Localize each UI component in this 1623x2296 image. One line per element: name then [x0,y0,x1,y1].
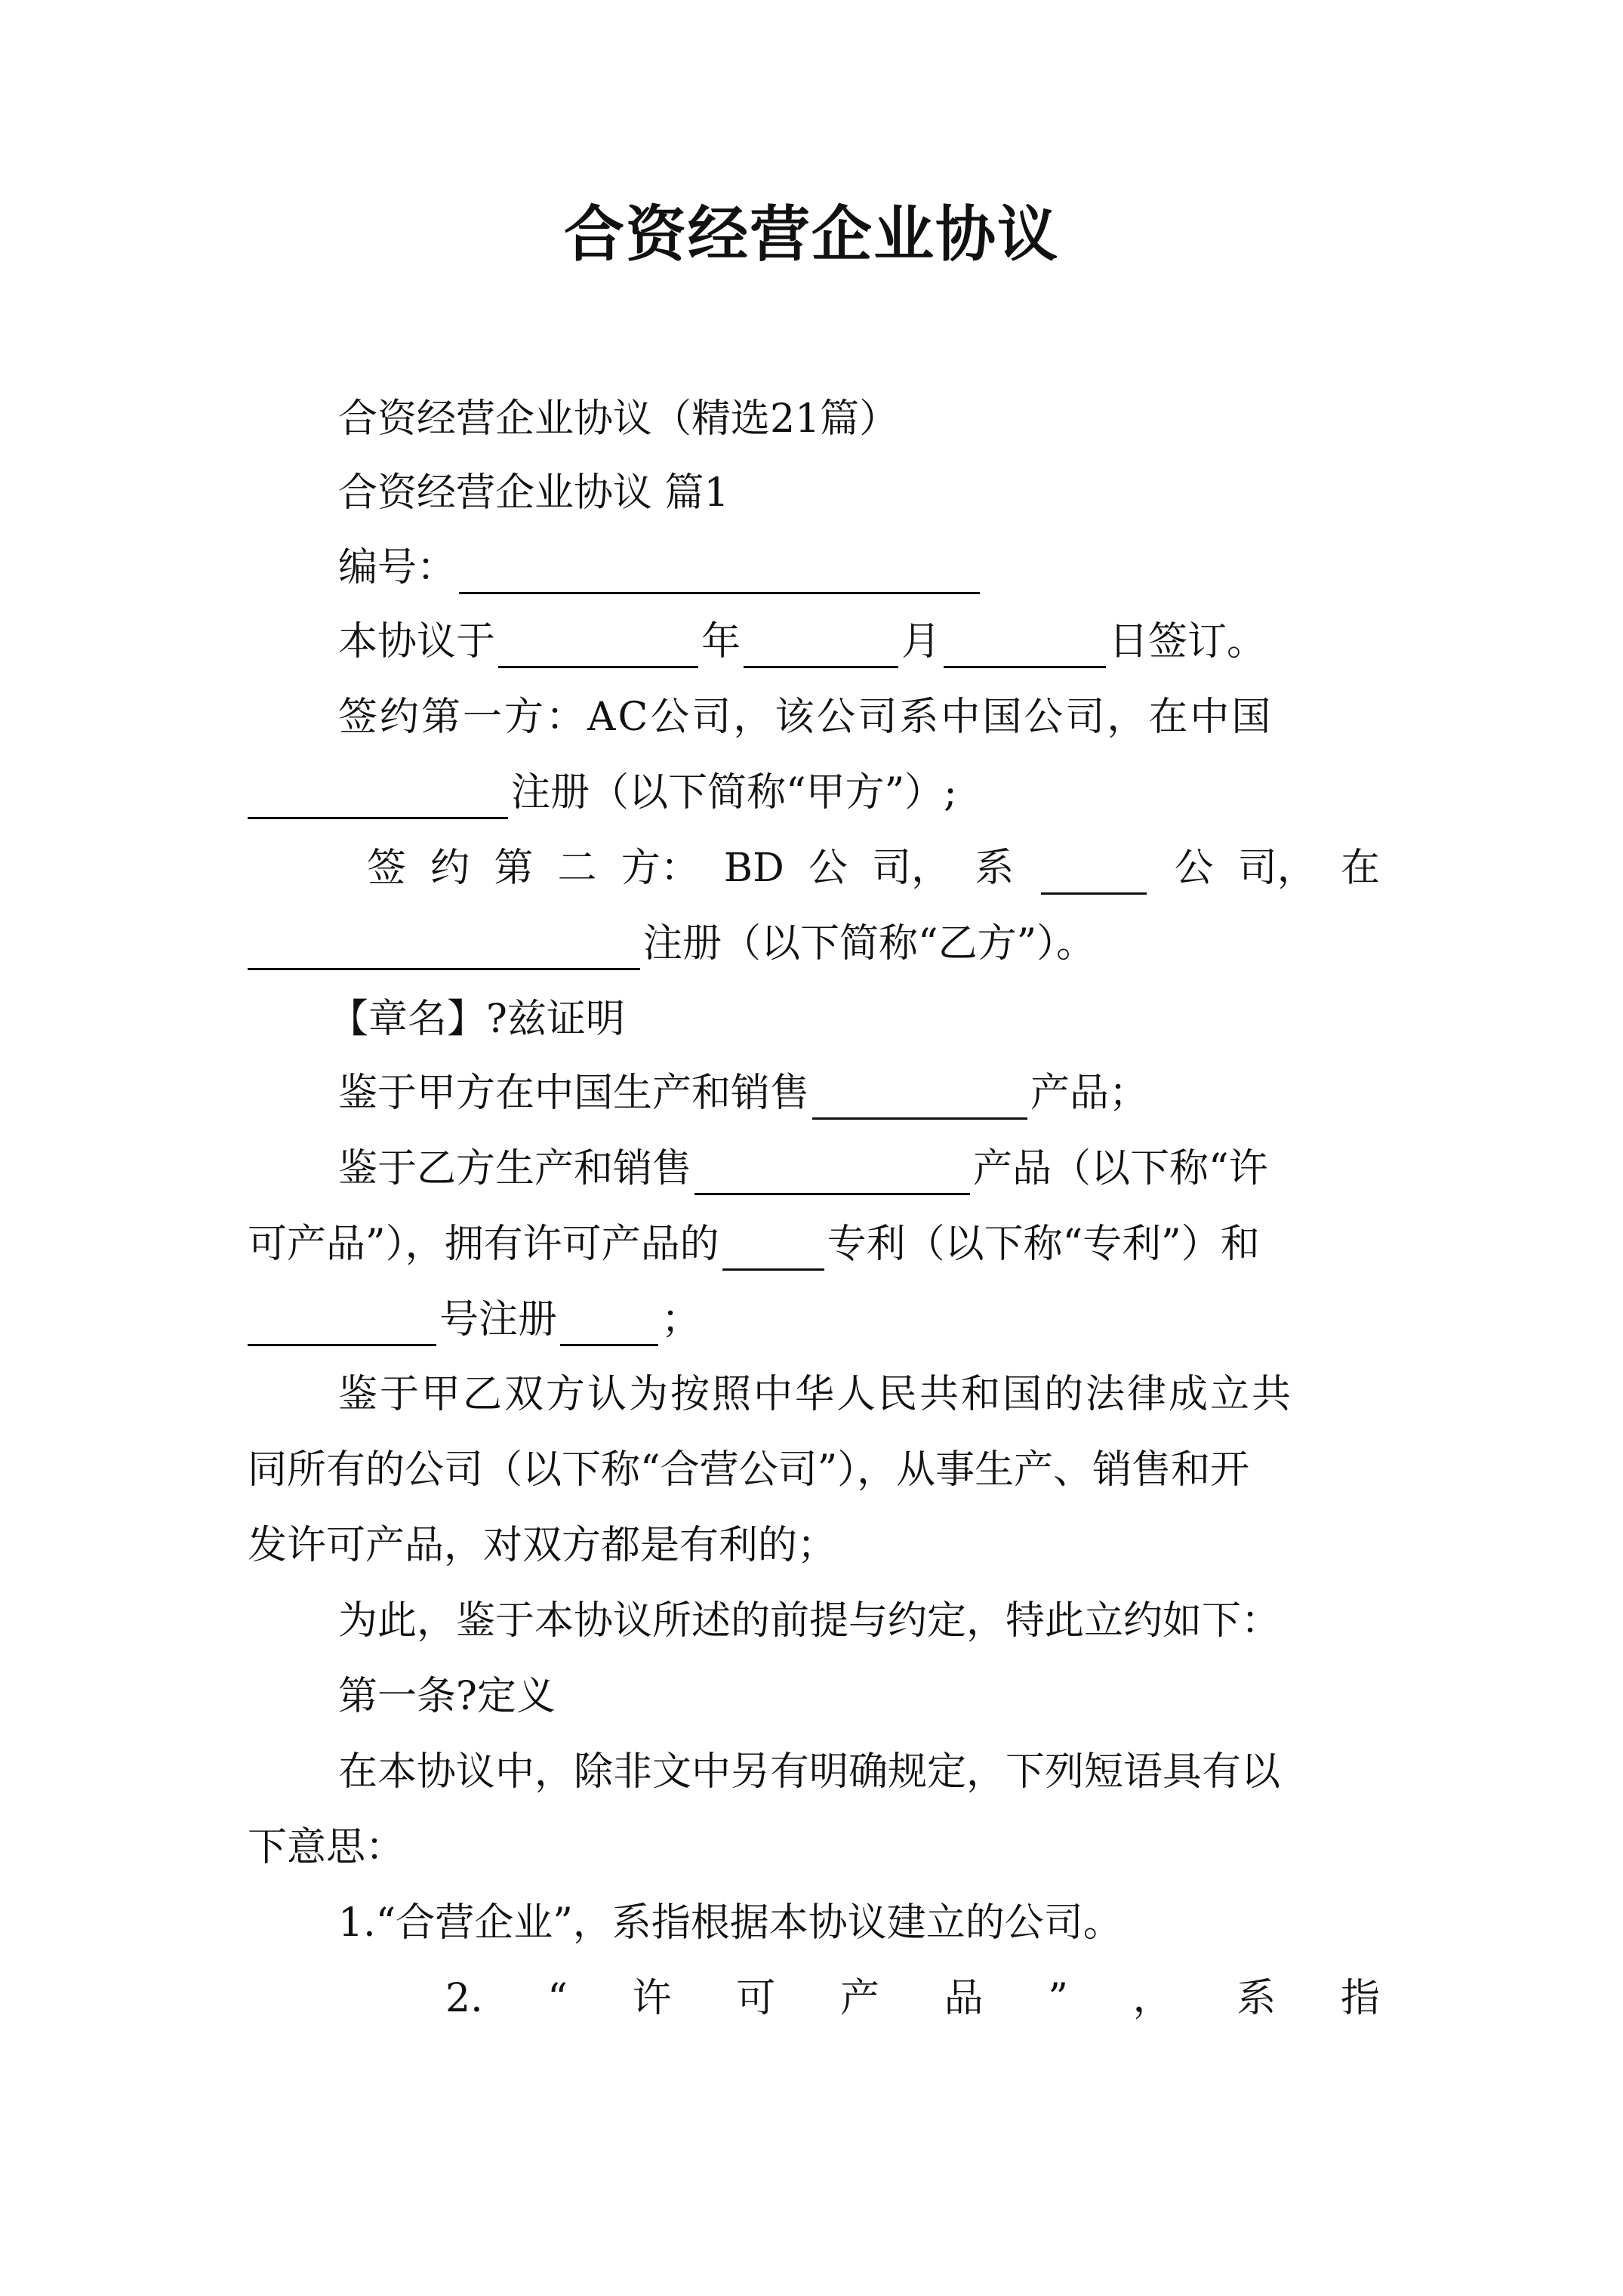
whereas-1-prefix: 鉴于甲方在中国生产和销售 [338,1071,810,1116]
party-two-line2-text: 注册（以下简称“乙方”）。 [643,921,1096,966]
document-subtitle: 合资经营企业协议（精选21篇） [338,396,899,442]
day-blank [944,622,1106,668]
witness-line: 【章名】?兹证明 [329,997,625,1042]
article-1-title: 第一条?定义 [338,1674,556,1719]
therefore-line: 为此，鉴于本协议所述的前提与约定，特此立约如下： [338,1598,1281,1644]
whereas-1 [338,1067,1471,1120]
year-blank [498,622,698,668]
party-two-line2 [248,917,1380,970]
party-two-word: 公 [1174,846,1214,891]
month-blank [744,622,898,668]
whereas-2-blank4 [560,1300,658,1346]
definition-2-word: 产 [839,1976,879,2021]
party-one-line2 [248,766,1380,819]
whereas-2-blank3 [248,1300,436,1346]
whereas-2-line2-prefix: 可产品”），拥有许可产品的 [248,1222,719,1267]
whereas-2-line3 [248,1293,1380,1346]
party-two-word: 签 [367,846,407,891]
definition-2-word: “ [547,1976,568,2021]
party-two-line1 [367,842,1380,895]
party-two-word: 司， [872,846,951,891]
section-heading: 合资经营企业协议 篇1 [338,470,729,516]
whereas-1-suffix: 产品； [1030,1071,1149,1116]
sign-date-line [338,615,1471,668]
document-title: 合资经营企业协议 [564,199,1059,270]
article-1-intro-line2: 下意思： [248,1825,405,1870]
party-two-word: 司， [1237,846,1317,891]
party-two-word: 系 [975,846,1015,891]
party-two-word: 二 [557,846,597,891]
definition-2-word: 品 [944,1976,984,2021]
whereas-3-line2: 同所有的公司（以下称“合营公司”），从事生产、销售和开 [248,1447,1250,1493]
whereas-2-blank2 [722,1225,824,1271]
definition-2-word: 可 [736,1976,776,2021]
party-two-word: 公 [808,846,848,891]
whereas-2-line2-suffix: 专利（以下称“专利”）和 [827,1222,1260,1267]
definition-2-word: 2. [445,1976,483,2021]
month-label: 月 [901,619,941,664]
party-two-blank2 [248,924,640,970]
whereas-1-blank [812,1074,1027,1120]
party-two-blank [1041,849,1147,895]
definition-2-word: ， [1132,1976,1172,2021]
sign-date-suffix: 日签订。 [1109,619,1267,664]
definition-2-word: 许 [632,1976,672,2021]
party-one-line2-text: 注册（以下简称“甲方”）; [511,770,957,815]
whereas-3-line1: 鉴于甲乙双方认为按照中华人民共和国的法律成立共 [338,1372,1294,1417]
whereas-3-line3: 发许可产品，对双方都是有利的； [248,1523,837,1568]
party-one-line1: 签约第一方：AC公司，该公司系中国公司，在中国 [338,695,1273,740]
definition-2-word: 指 [1340,1976,1380,2021]
party-two-word: 第 [494,846,534,891]
whereas-2-blank1 [694,1149,970,1195]
definition-2-word: ” [1048,1976,1068,2021]
whereas-2-line1 [338,1142,1471,1195]
definition-1: 1.“合营企业”，系指根据本协议建立的公司。 [338,1900,1123,1946]
definition-2 [445,1972,1380,2025]
party-two-word: 在 [1340,846,1380,891]
party-two-word: 方： [621,846,700,891]
year-label: 年 [701,619,741,664]
number-line [338,541,1471,594]
whereas-2-line3-suffix: ； [661,1297,701,1342]
party-one-blank [248,773,508,819]
number-blank [459,548,980,594]
article-1-intro-line1: 在本协议中，除非文中另有明确规定，下列短语具有以 [338,1749,1281,1795]
whereas-2-prefix: 鉴于乙方生产和销售 [338,1146,692,1191]
whereas-2-line1-suffix: 产品（以下称“许 [973,1146,1268,1191]
whereas-2-line3-mid: 号注册 [439,1297,558,1342]
definition-2-word: 系 [1236,1976,1277,2021]
party-two-word: 约 [430,846,470,891]
number-label: 编号： [338,545,457,590]
whereas-2-line2 [248,1218,1380,1271]
party-two-word: BD [723,846,784,891]
sign-date-prefix: 本协议于 [338,619,496,664]
